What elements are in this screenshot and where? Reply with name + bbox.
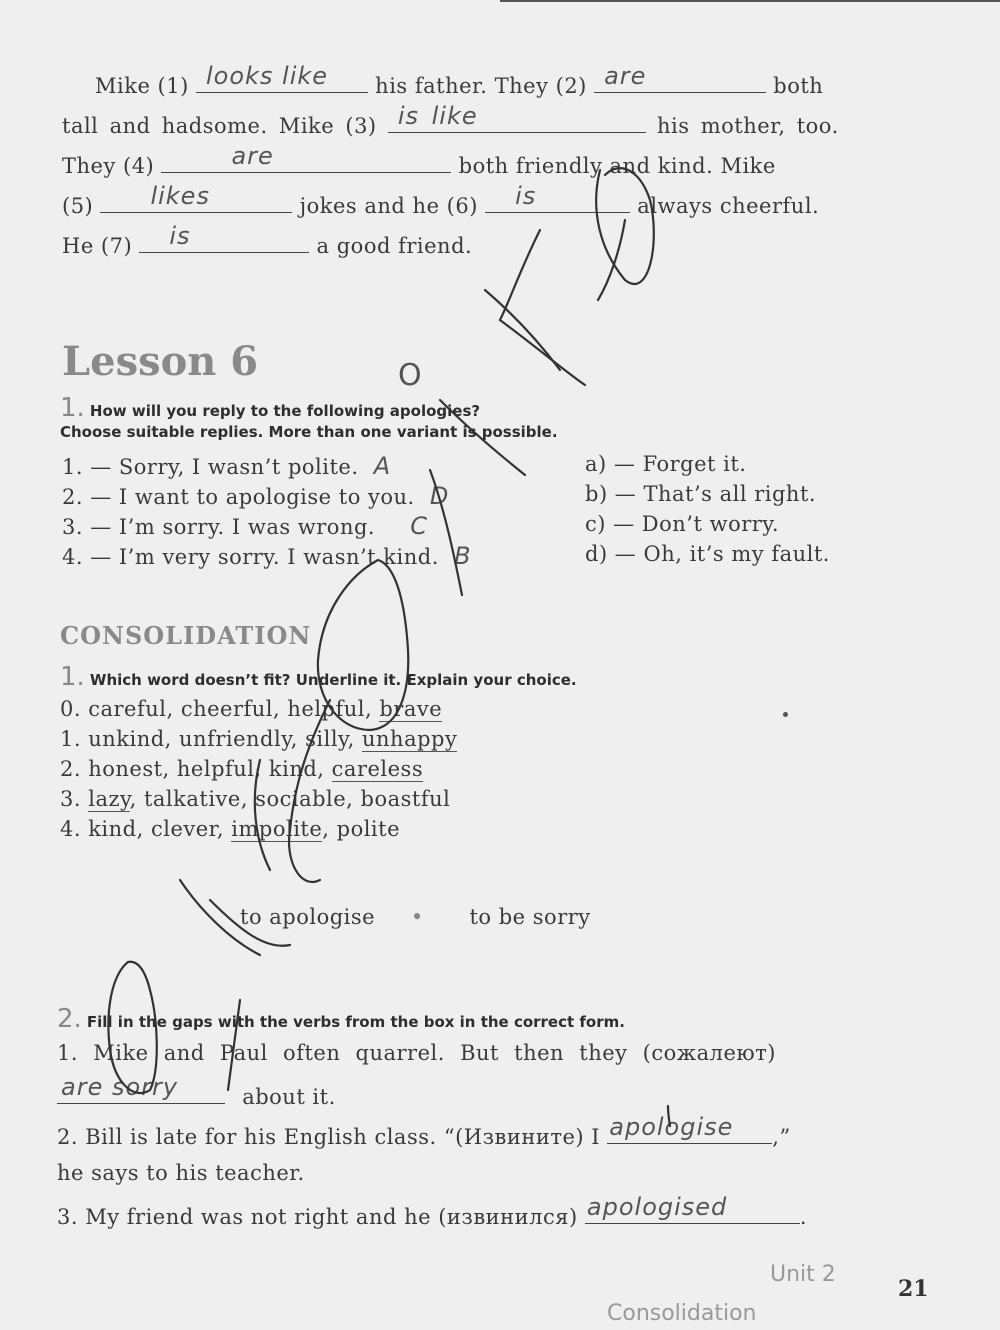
task-number: 1. [60, 393, 85, 423]
apology-text: 2. — I want to apologise to you. [62, 485, 415, 509]
list-item: a) — Forget it. [585, 452, 747, 476]
text: ,” [772, 1125, 791, 1149]
task-instruction: How will you reply to the following apologies? [89, 402, 481, 420]
footer-section: Consolidation [607, 1301, 757, 1326]
row-text: , polite [322, 817, 401, 841]
row-text: 4. kind, clever, [60, 817, 225, 841]
text: both [773, 74, 824, 98]
handwritten-mark: O [398, 358, 423, 393]
scribble-stroke [210, 900, 290, 946]
handwritten-answer: is [169, 222, 191, 250]
underlined-word: impolite [231, 817, 323, 841]
scribble-stroke [108, 962, 156, 1093]
underlined-word: unhappy [362, 727, 458, 751]
apology-text: 3. — I’m sorry. I was wrong. [62, 515, 376, 539]
list-item: b) — That’s all right. [585, 482, 817, 506]
handwritten-answer: D [429, 482, 450, 510]
box-word: to be sorry [469, 905, 591, 929]
text: always cheerful. [637, 194, 820, 218]
row-text: 2. honest, helpful, kind, [60, 757, 325, 781]
text: his father. They (2) [375, 74, 587, 98]
handwritten-answer: apologise [609, 1113, 734, 1141]
scribble-stroke [289, 700, 330, 882]
handwritten-answer: is like [397, 102, 478, 130]
row-text: 3. [60, 787, 82, 811]
apology-text: 4. — I’m very sorry. I wasn’t kind. [62, 545, 439, 569]
handwritten-answer: looks like [205, 62, 329, 90]
list-item: c) — Don’t worry. [585, 512, 780, 536]
underlined-word: brave [379, 697, 443, 721]
scribble-stroke [668, 1106, 670, 1126]
handwritten-answer: B [454, 542, 472, 570]
handwritten-answer: apologised [586, 1193, 728, 1221]
text: both friendly and kind. Mike [458, 154, 776, 178]
scribble-stroke [318, 560, 408, 730]
handwritten-answer: C [410, 512, 429, 540]
text: (5) [62, 194, 94, 218]
row-text: 1. unkind, unfriendly, silly, [60, 727, 355, 751]
scribble-stroke [440, 400, 525, 475]
text: He (7) [62, 234, 133, 258]
lesson-title: Lesson 6 [62, 338, 259, 385]
text: Mike (1) [95, 74, 189, 98]
handwritten-answer: likes [150, 182, 210, 210]
apology-text: 1. — Sorry, I wasn’t polite. [62, 455, 359, 479]
text: a good friend. [316, 234, 473, 258]
text: They (4) [62, 154, 155, 178]
text: his mother, too. [657, 114, 839, 138]
task-number: 1. [60, 662, 85, 692]
underlined-word: lazy [88, 787, 130, 811]
row-text: , talkative, sociable, boastful [129, 787, 451, 811]
text: tall and hadsome. Mike (3) [62, 114, 377, 138]
scribble-stroke [228, 1000, 240, 1090]
sentence-2-line-2: he says to his teacher. [57, 1161, 305, 1185]
row-text: 0. careful, cheerful, helpful, [60, 697, 373, 721]
text: 2. Bill is late for his English class. “(Извините) I [57, 1125, 601, 1149]
text: about it. [242, 1085, 336, 1109]
scribble-stroke [430, 470, 462, 595]
task-instruction: Which word doesn’t fit? Underline it. Explain your choice. [89, 671, 577, 689]
page-number: 21 [898, 1276, 929, 1302]
list-item: d) — Oh, it’s my fault. [585, 542, 830, 566]
underlined-word: careless [331, 757, 424, 781]
text: jokes and he (6) [299, 194, 478, 218]
sentence-1-line-1: 1. Mike and Paul often quarrel. But then they (сожалеют) [57, 1041, 776, 1065]
handwritten-answer: A [373, 452, 392, 480]
footer-unit: Unit 2 [770, 1262, 836, 1287]
task-1-instruction-2: Choose suitable replies. More than one variant is possible. [60, 423, 558, 441]
box-word: to apologise [240, 905, 376, 929]
handwritten-answer: is [515, 182, 537, 210]
task-number: 2. [57, 1004, 82, 1034]
scribble-stroke [180, 880, 260, 955]
scribble-stroke [255, 760, 270, 870]
handwritten-answer: are [231, 142, 274, 170]
text: 3. My friend was not right and he (извинился) [57, 1205, 578, 1229]
text: . [799, 1205, 808, 1229]
bullet-separator: • [410, 905, 424, 929]
handwritten-answer: are sorry [61, 1073, 179, 1101]
section-title: CONSOLIDATION [60, 621, 312, 650]
task-instruction: Fill in the gaps with the verbs from the box in the correct form. [86, 1013, 625, 1031]
handwritten-answer: are [604, 62, 647, 90]
scribble-stroke [500, 230, 585, 385]
